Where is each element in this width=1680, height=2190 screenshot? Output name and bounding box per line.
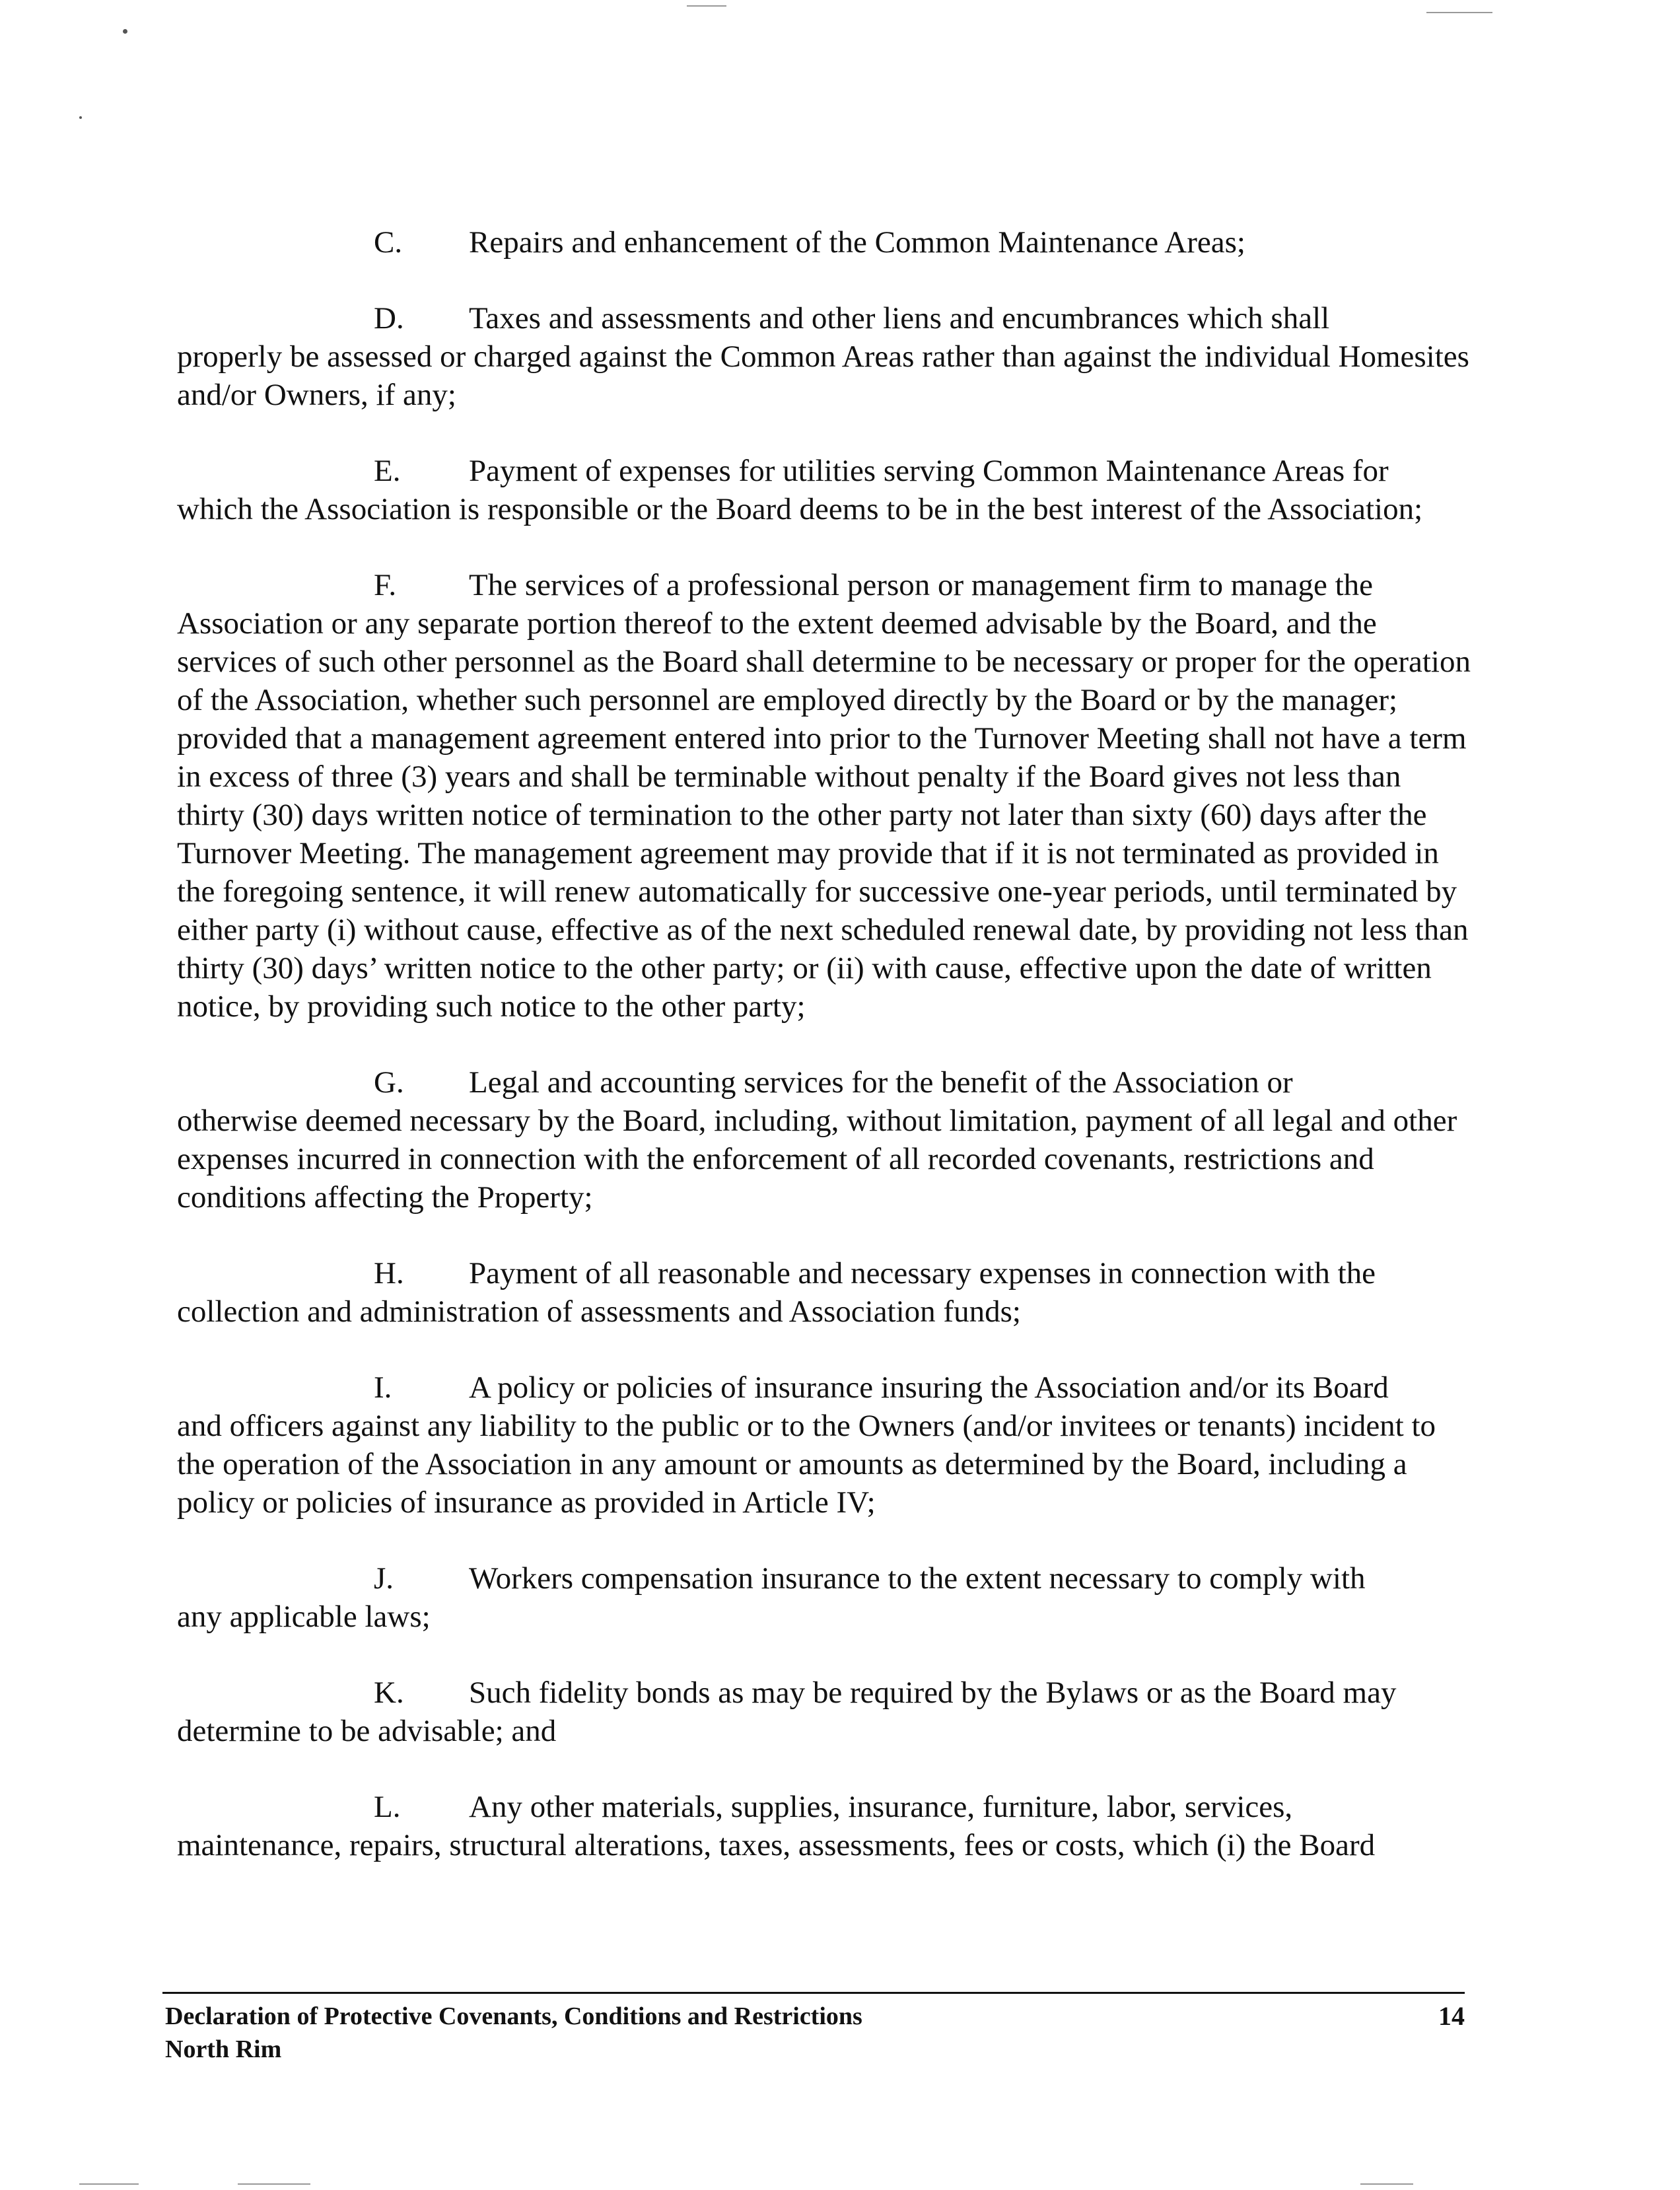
item-first-line: Payment of expenses for utilities serving Common Maintenance Areas for	[469, 454, 1389, 488]
scan-edge-line	[1360, 2183, 1413, 2185]
item-first-line: A policy or policies of insurance insuring the Association and/or its Board	[469, 1370, 1389, 1405]
list-item-e	[177, 452, 1471, 528]
item-first-line: Taxes and assessments and other liens and encumbrances which shall	[469, 301, 1330, 336]
list-item-j	[177, 1559, 1471, 1636]
item-first-line: The services of a professional person or management firm to manage the	[469, 568, 1374, 602]
item-first-line: Such fidelity bonds as may be required by the Bylaws or as the Board may	[469, 1676, 1397, 1710]
item-letter: I.	[374, 1370, 392, 1405]
scan-speck	[123, 29, 127, 34]
footer-divider	[162, 1992, 1465, 1994]
item-continuation: otherwise deemed necessary by the Board, including, without limitation, payment of all legal and other expenses incurred in connection with the enforcement of all recorded covenants, restrictions and conditions affecting the Property;	[177, 1104, 1457, 1215]
item-continuation: and officers against any liability to the public or to the Owners (and/or invitees or tenants) incident to the operation of the Association in any amount or amounts as determined by the Board, including a policy or policies of insurance as provided in Article IV;	[177, 1409, 1436, 1520]
item-continuation: properly be assessed or charged against the Common Areas rather than against the individual Homesites and/or Owners, if any;	[177, 339, 1469, 412]
item-continuation: maintenance, repairs, structural alterations, taxes, assessments, fees or costs, which (i) the Board	[177, 1828, 1376, 1862]
item-letter: J.	[374, 1561, 394, 1596]
list-item-k	[177, 1674, 1471, 1750]
scan-edge-line	[1426, 12, 1492, 13]
list-item-c	[177, 223, 1471, 262]
footer-title: Declaration of Protective Covenants, Conditions and Restrictions	[165, 2002, 862, 2030]
item-continuation: collection and administration of assessments and Association funds;	[177, 1294, 1021, 1329]
document-body	[177, 223, 1471, 1902]
page-number: 14	[1438, 2001, 1465, 2031]
scan-edge-line	[687, 5, 726, 7]
scan-edge-line	[79, 2183, 139, 2185]
scan-speck	[79, 116, 82, 119]
item-first-line: Repairs and enhancement of the Common Maintenance Areas;	[469, 225, 1245, 260]
item-letter: K.	[374, 1676, 404, 1710]
item-first-line: Any other materials, supplies, insurance, furniture, labor, services,	[469, 1790, 1293, 1824]
item-continuation: any applicable laws;	[177, 1600, 431, 1634]
page-footer	[165, 2000, 1465, 2066]
item-letter: D.	[374, 301, 404, 336]
item-continuation: determine to be advisable; and	[177, 1714, 557, 1748]
item-continuation: Association or any separate portion thereof to the extent deemed advisable by the Board, and the services of such other personnel as the Board shall determine to be necessary or proper for the operation of the Association, whether such personnel are employed directly by the Board or by the manager; provided that a management agreement entered into prior to the Turnover Meeting shall not have a term in excess of three (3) years and shall be terminable without penalty if the Board gives not less than thirty (30) days written notice of termination to the other party not later than sixty (60) days after the Turnover Meeting. The management agreement may provide that if it is not terminated as provided in the foregoing sentence, it will renew automatically for successive one-year periods, until terminated by either party (i) without cause, effective as of the next scheduled renewal date, by providing not less than thirty (30) days’ written notice to the other party; or (ii) with cause, effective upon the date of written notice, by providing such notice to the other party;	[177, 606, 1471, 1024]
list-item-l	[177, 1788, 1471, 1864]
item-first-line: Legal and accounting services for the benefit of the Association or	[469, 1065, 1293, 1100]
footer-subtitle: North Rim	[165, 2035, 282, 2063]
item-letter: G.	[374, 1065, 404, 1100]
list-item-g	[177, 1063, 1471, 1217]
item-letter: C.	[374, 225, 403, 260]
list-item-f	[177, 566, 1471, 1026]
item-letter: L.	[374, 1790, 401, 1824]
item-letter: E.	[374, 454, 401, 488]
list-item-h	[177, 1254, 1471, 1331]
list-item-d	[177, 299, 1471, 414]
item-letter: H.	[374, 1256, 404, 1290]
item-continuation: which the Association is responsible or the Board deems to be in the best interest of the Association;	[177, 492, 1423, 526]
item-letter: F.	[374, 568, 397, 602]
list-item-i	[177, 1368, 1471, 1522]
item-first-line: Payment of all reasonable and necessary expenses in connection with the	[469, 1256, 1376, 1290]
scan-edge-line	[238, 2183, 310, 2185]
item-first-line: Workers compensation insurance to the extent necessary to comply with	[469, 1561, 1366, 1596]
